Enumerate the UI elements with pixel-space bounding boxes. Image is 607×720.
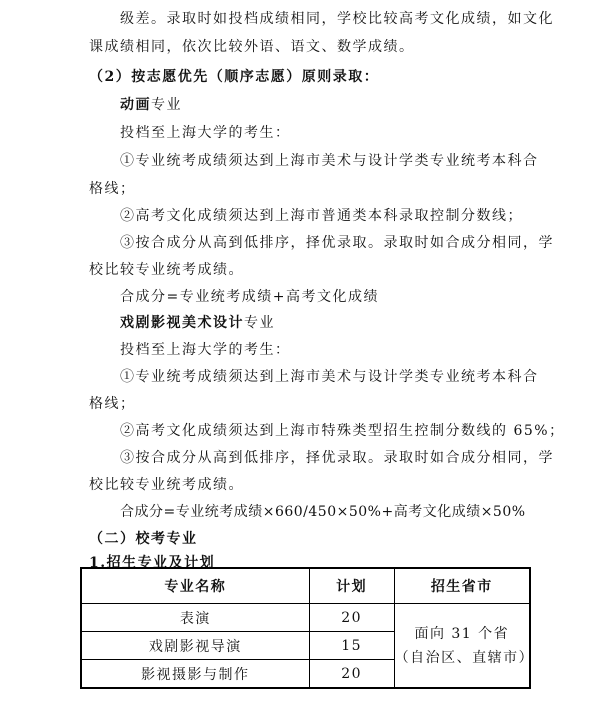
header-plan: 计划 — [309, 568, 394, 604]
header-region: 招生省市 — [394, 568, 530, 604]
paragraph-line: ②高考文化成绩须达到上海市普通类本科录取控制分数线； — [120, 208, 523, 224]
paragraph-line: 校比较专业统考成绩。 — [89, 262, 244, 278]
paragraph-line: ③按合成分从高到低排序，择优录取。录取时如合成分相同，学 — [120, 235, 554, 251]
major-heading-drama-art-design — [120, 313, 275, 333]
region-line: （自治区、直辖市） — [394, 649, 535, 666]
section-heading: （2）按志愿优先（顺序志愿）原则录取： — [89, 69, 380, 85]
region-line: 面向 31 个省 — [414, 625, 510, 642]
paragraph-line: 格线； — [89, 396, 136, 412]
paragraph-line: ①专业统考成绩须达到上海市美术与设计学类专业统考本科合 — [120, 369, 539, 385]
table-header-row — [81, 568, 530, 604]
major-suffix: 专业 — [244, 315, 275, 331]
section-heading: （二）校考专业 — [89, 531, 198, 547]
cell-plan: 15 — [309, 632, 394, 660]
paragraph-line: ②高考文化成绩须达到上海市特殊类型招生控制分数线的 65%； — [120, 423, 565, 439]
paragraph-line: 投档至上海大学的考生： — [120, 125, 291, 141]
paragraph-line: 课成绩相同，依次比较外语、语文、数学成绩。 — [89, 39, 415, 55]
formula-line: 合成分=专业统考成绩+高考文化成绩 — [120, 289, 379, 305]
cell-plan: 20 — [309, 604, 394, 632]
major-name: 动画 — [120, 97, 151, 113]
enrollment-plan-table — [80, 567, 535, 689]
paragraph-line: 级差。录取时如投档成绩相同，学校比较高考文化成绩，如文化 — [120, 11, 554, 27]
paragraph-line: 投档至上海大学的考生： — [120, 342, 291, 358]
table-row — [81, 604, 530, 632]
major-name: 戏剧影视美术设计 — [120, 315, 244, 331]
cell-major-name: 戏剧影视导演 — [81, 632, 309, 660]
major-suffix: 专业 — [151, 97, 182, 113]
paragraph-line: ③按合成分从高到低排序，择优录取。录取时如合成分相同，学 — [120, 450, 554, 466]
paragraph-line: 校比较专业统考成绩。 — [89, 477, 244, 493]
subsection-heading: 1.招生专业及计划 — [89, 555, 216, 571]
header-major-name: 专业名称 — [81, 568, 309, 604]
paragraph-line: 格线； — [89, 181, 136, 197]
major-heading-animation — [120, 95, 182, 115]
cell-major-name: 表演 — [81, 604, 309, 632]
cell-plan: 20 — [309, 660, 394, 689]
paragraph-line: ①专业统考成绩须达到上海市美术与设计学类专业统考本科合 — [120, 153, 539, 169]
cell-region — [394, 604, 535, 689]
cell-major-name: 影视摄影与制作 — [81, 660, 309, 689]
formula-line: 合成分=专业统考成绩×660/450×50%+高考文化成绩×50% — [120, 504, 526, 520]
